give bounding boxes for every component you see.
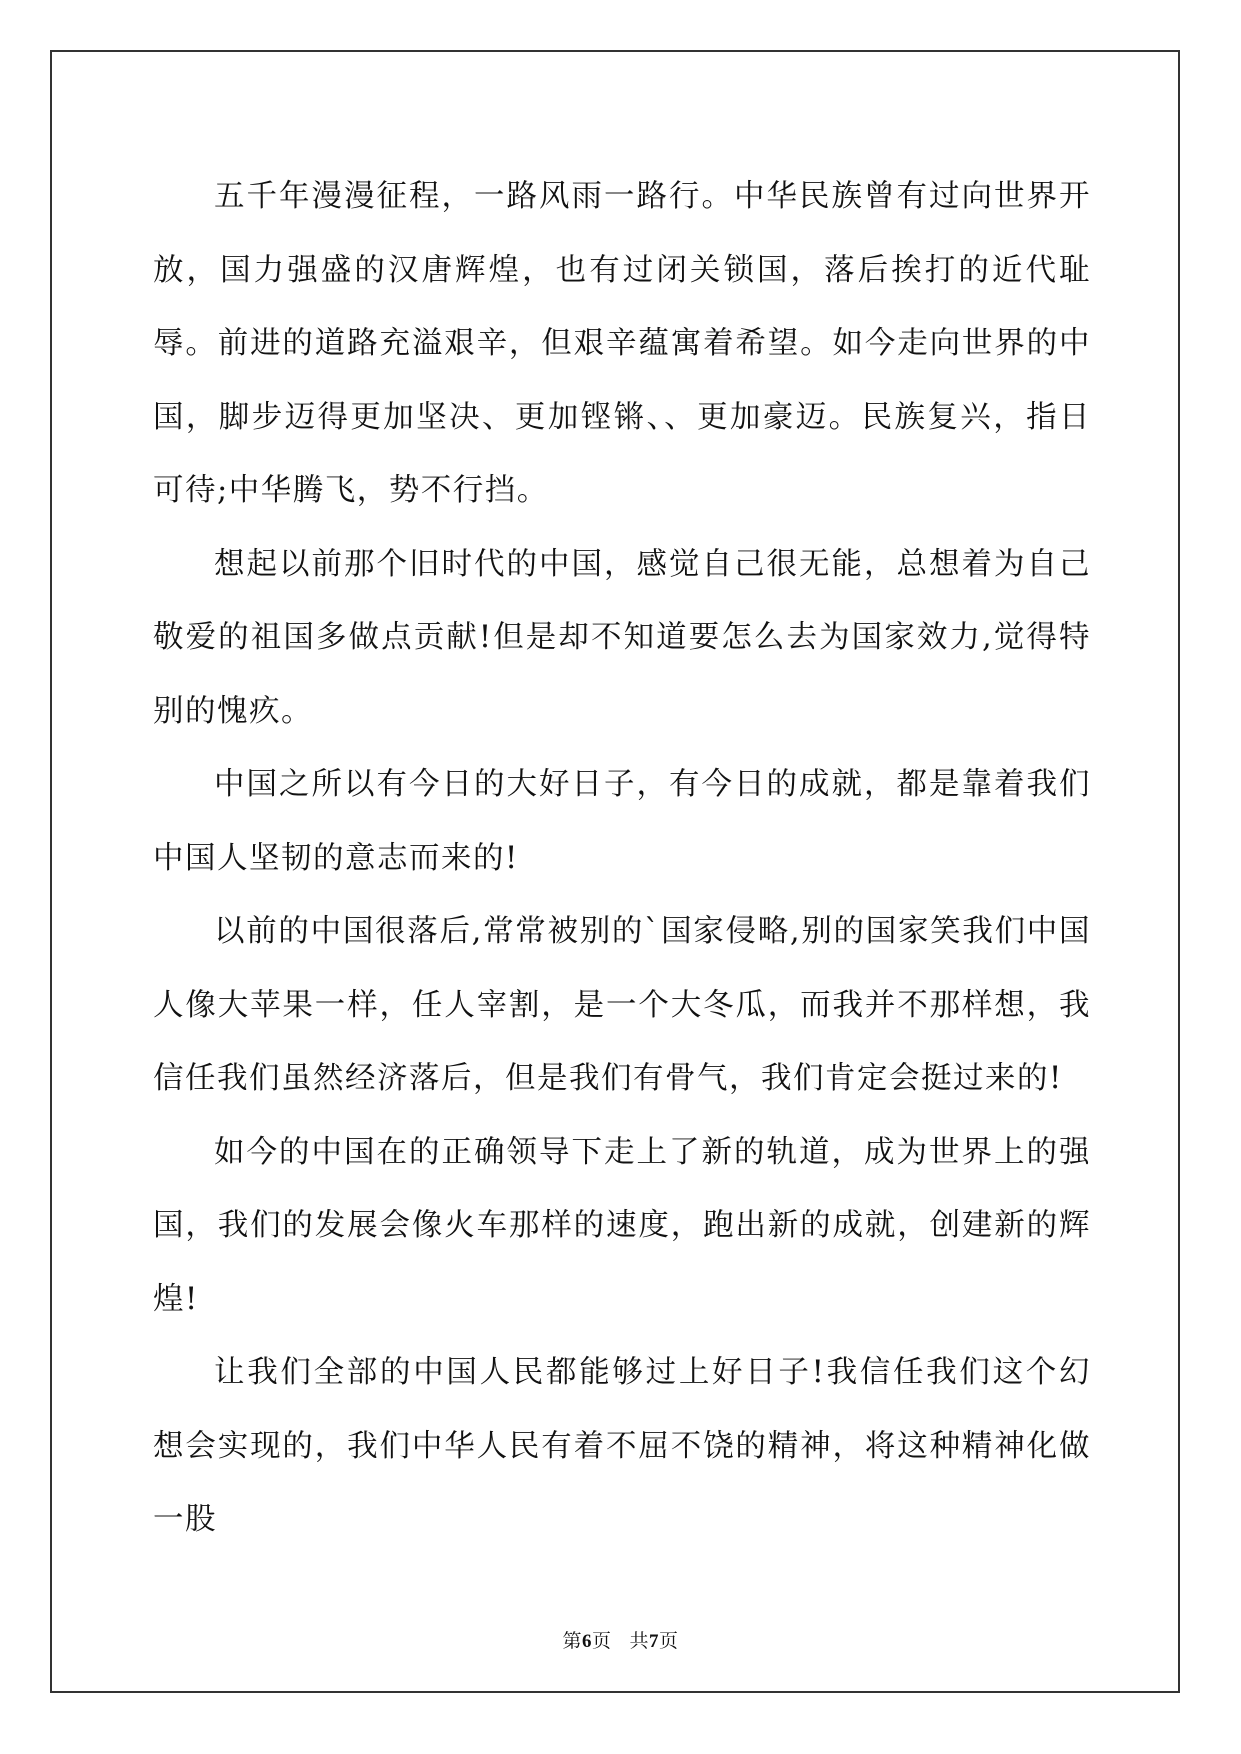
current-page-number: 6 [581,1631,592,1652]
page-footer [0,1626,1241,1653]
footer-prefix: 第 [562,1630,582,1652]
paragraph-2: 想起以前那个旧时代的中国，感觉自己很无能，总想着为自己敬爱的祖国多做点贡献!但是却不知道要怎么去为国家效力,觉得特别的愧疚。 [153,546,1091,729]
paragraph-4: 以前的中国很落后,常常被别的`国家侵略,别的国家笑我们中国人像大苹果一样，任人宰割，是一个大冬瓜，而我并不那样想，我信任我们虽然经济落后，但是我们有骨气，我们肯定会挺过来的! [153,914,1091,1096]
paragraph-6: 让我们全部的中国人民都能够过上好日子!我信任我们这个幻想会实现的，我们中华人民有着不屈不饶的精神，将这种精神化做一股 [153,1355,1091,1537]
footer-total-prefix: 共 [629,1630,650,1652]
paragraph-5: 如今的中国在的正确领导下走上了新的轨道，成为世界上的强国，我们的发展会像火车那样的速度，跑出新的成就，创建新的辉煌! [153,1134,1091,1317]
document-body [153,160,1091,1557]
paragraph-1: 五千年漫漫征程，一路风雨一路行。中华民族曾有过向世界开放，国力强盛的汉唐辉煌，也有过闭关锁国，落后挨打的近代耻辱。前进的道路充溢艰辛，但艰辛蕴寓着希望。如今走向世界的中国，脚步迈得更加坚决、更加铿锵、、更加豪迈。民族复兴，指日可待;中华腾飞，势不行挡。 [153,179,1091,508]
paragraph-3: 中国之所以有今日的大好日子，有今日的成就，都是靠着我们中国人坚韧的意志而来的! [153,767,1091,876]
total-page-number: 7 [649,1631,660,1652]
footer-total-suffix: 页 [659,1630,679,1652]
footer-page-suffix: 页 [591,1630,612,1652]
